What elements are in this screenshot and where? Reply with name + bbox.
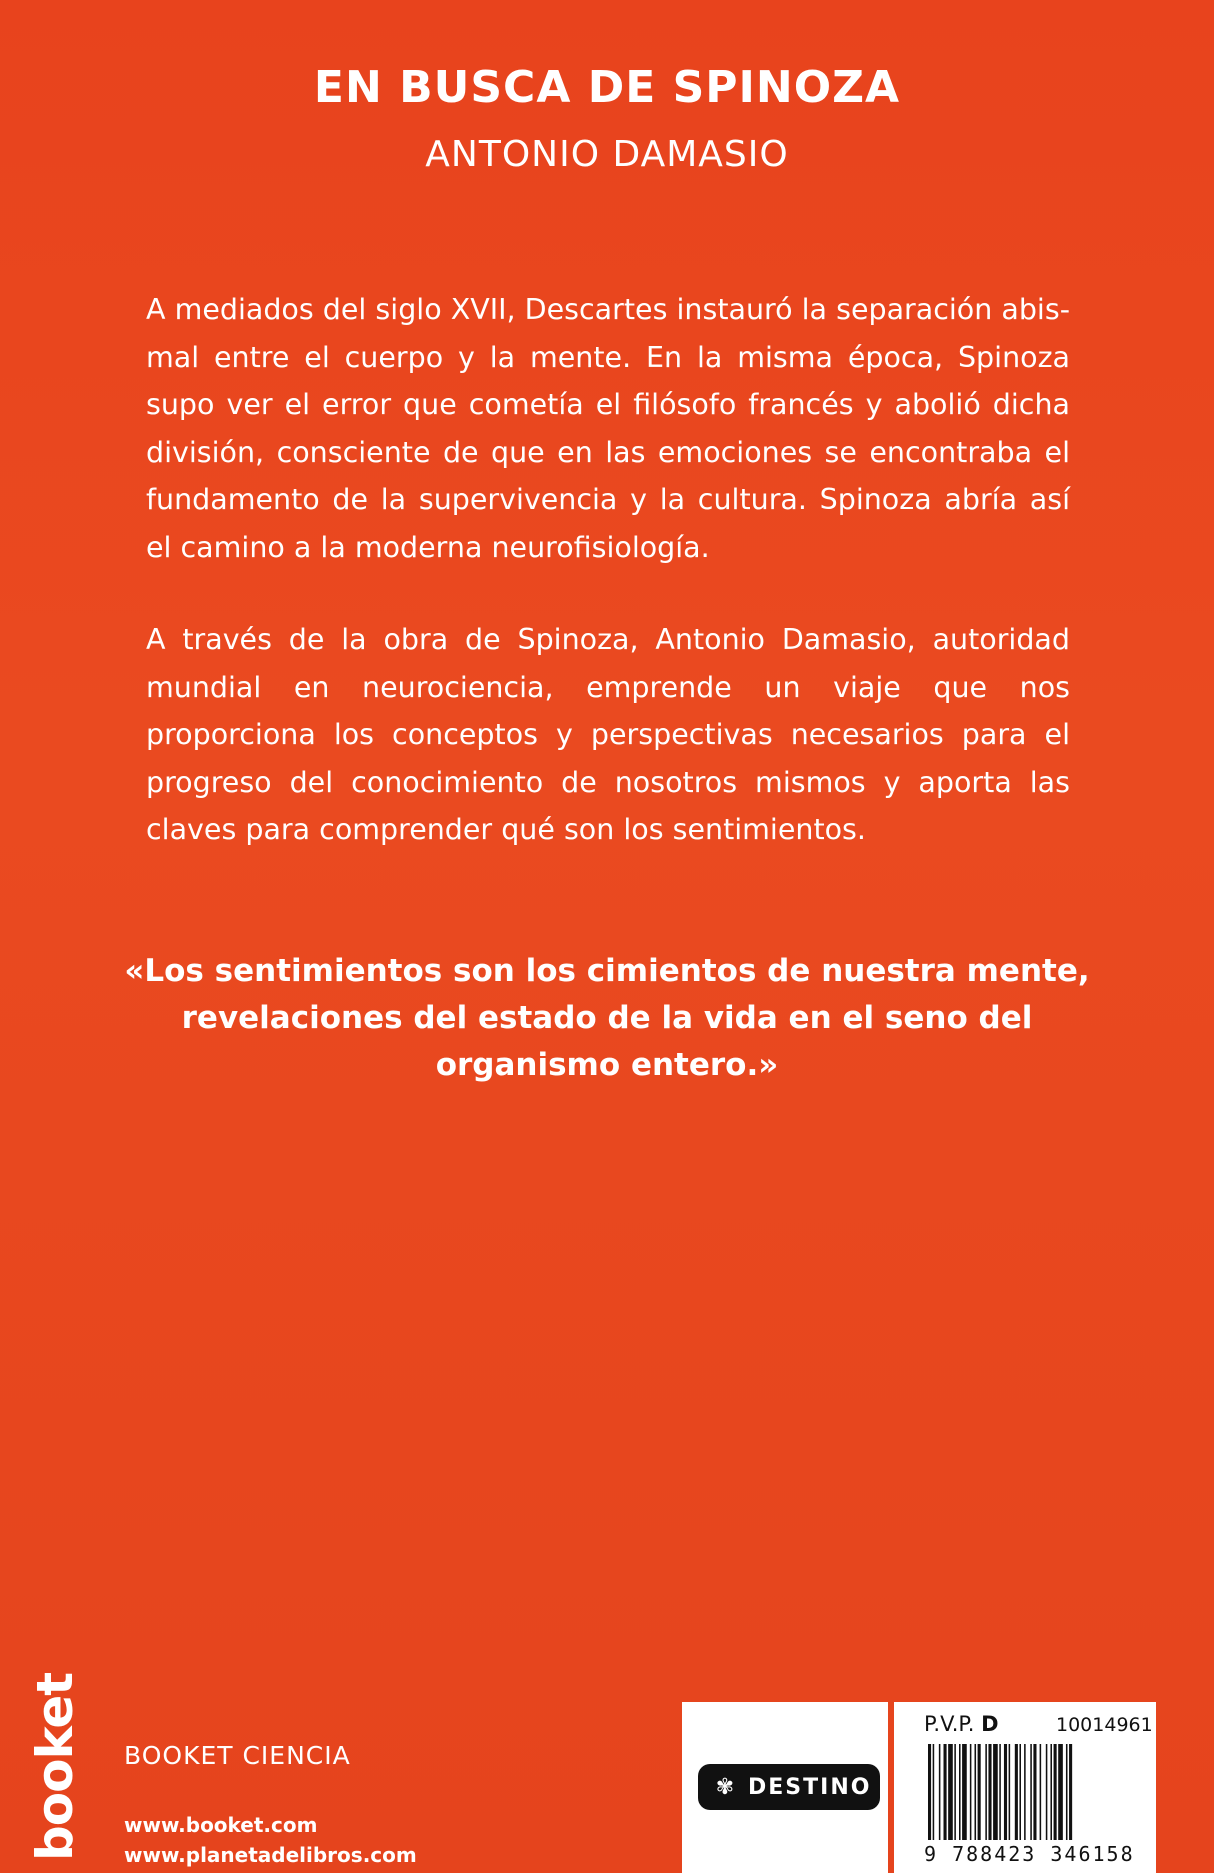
barcode-bar <box>948 1744 953 1840</box>
book-author: ANTONIO DAMASIO <box>425 134 789 175</box>
barcode-bar <box>1024 1744 1026 1840</box>
barcode-bar <box>1040 1744 1042 1840</box>
barcode-bar <box>1019 1744 1021 1840</box>
barcode-bar <box>1066 1744 1068 1840</box>
destino-logo <box>698 1764 880 1810</box>
synopsis-paragraph-2: A través de la obra de Spinoza, Antonio Damasio, autoridad mundial en neurociencia, emprende un viaje que nos proporciona los conceptos y perspectivas necesarios para el progreso del conocimiento de nosotros mismos y aporta las claves para comprender qué son los sentimientos. <box>146 623 1070 846</box>
barcode-bar <box>1030 1744 1032 1840</box>
barcode-bar <box>985 1744 987 1840</box>
booket-logo <box>24 1665 88 1861</box>
publisher-name: DESTINO <box>748 1774 872 1800</box>
barcode-bar <box>962 1744 967 1840</box>
pull-quote: «Los sentimientos son los cimientos de nuestra mente, revelaciones del estado de la vida en el seno del organismo entero.» <box>124 953 1090 1083</box>
collection-name: BOOKET CIENCIA <box>124 1741 351 1770</box>
destino-emblem-icon: ✾ <box>715 1774 735 1800</box>
barcode-bar <box>1009 1744 1011 1840</box>
booket-logo-text: booket <box>26 1672 84 1861</box>
barcode-bar <box>970 1744 972 1840</box>
internal-code: 10014961 <box>1056 1714 1153 1736</box>
barcode-bar <box>999 1744 1001 1840</box>
barcode-bar <box>1004 1744 1007 1840</box>
barcode-bar <box>993 1744 998 1840</box>
barcode-bar <box>975 1744 977 1840</box>
book-title: EN BUSCA DE SPINOZA <box>313 62 901 113</box>
barcode-box <box>894 1702 1156 1873</box>
synopsis-paragraph-1: A mediados del siglo XVII, Descartes instauró la separación abismal entre el cuerpo y la mente. En la misma época, Spinoza supo ver el error que cometía el filósofo francés y abolió dicha división, consciente de que en las emociones se encontraba el fundamento de la supervivencia y la cultura. Spinoza abría así el camino a la moderna neurofisiología. <box>146 293 1070 564</box>
barcode-bar <box>939 1744 941 1840</box>
website-planeta: www.planetadelibros.com <box>124 1843 417 1867</box>
publisher-box <box>682 1702 888 1873</box>
barcode-bar <box>944 1744 947 1840</box>
barcode-bar <box>1058 1744 1063 1840</box>
barcode-bar <box>1069 1744 1072 1840</box>
barcode-bar <box>1046 1744 1048 1840</box>
barcode-bar <box>959 1744 961 1840</box>
isbn-number: 9 788423 346158 <box>924 1842 1135 1866</box>
barcode-bar <box>1054 1744 1057 1840</box>
price-label: P.V.P. D <box>924 1712 999 1736</box>
barcode-bar <box>928 1744 931 1840</box>
barcode-bar <box>1033 1744 1036 1840</box>
barcode-bar <box>954 1744 956 1840</box>
barcode-bar <box>1015 1744 1018 1840</box>
barcode-bar <box>988 1744 991 1840</box>
barcode <box>928 1744 1134 1840</box>
barcode-bar <box>978 1744 981 1840</box>
website-booket: www.booket.com <box>124 1813 318 1837</box>
barcode-bar <box>933 1744 935 1840</box>
barcode-bar <box>1050 1744 1052 1840</box>
